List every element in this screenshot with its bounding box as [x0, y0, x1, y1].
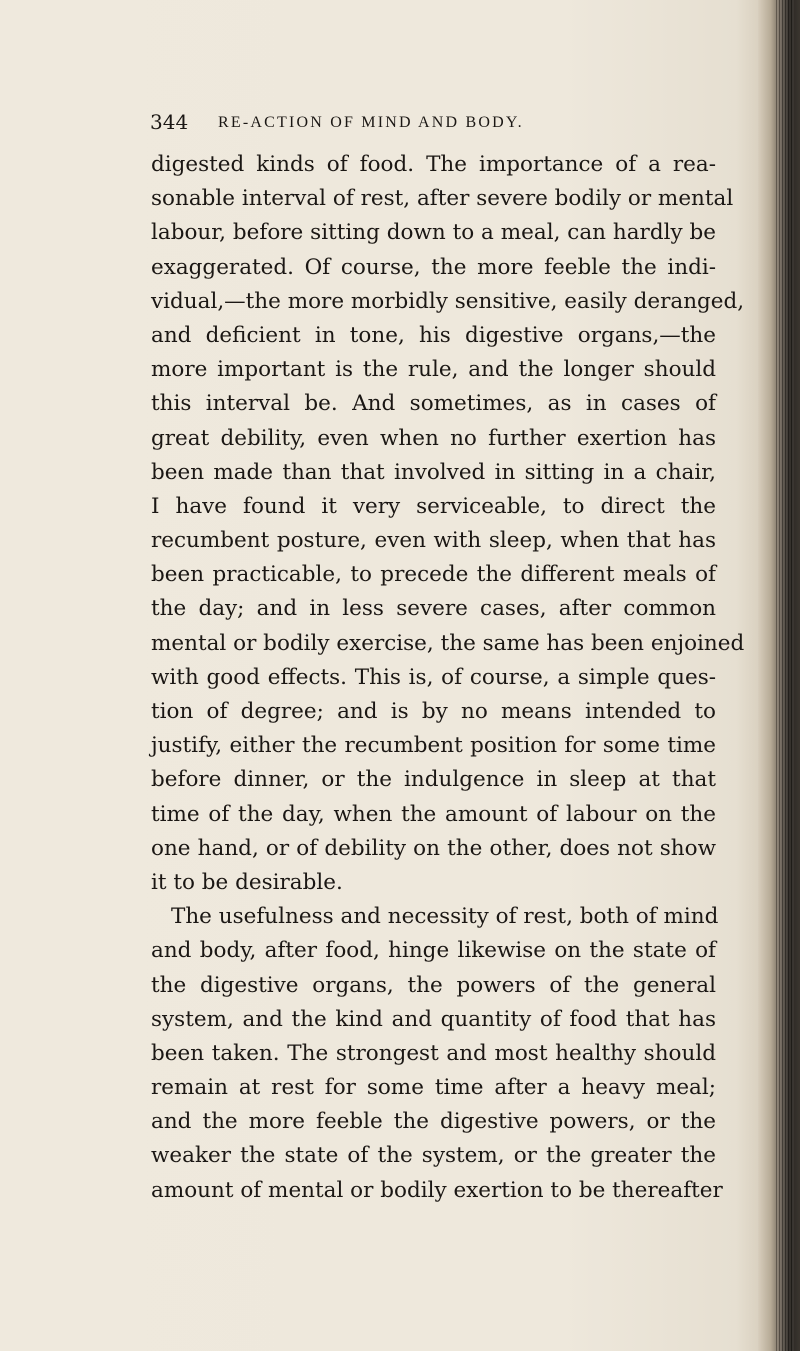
- text-line: I have found it very serviceable, to direct the: [151, 493, 716, 519]
- text-line: more important is the rule, and the longer should: [151, 357, 716, 383]
- text-line: amount of mental or bodily exertion to be thereafter: [151, 1177, 723, 1203]
- text-line: weaker the state of the system, or the greater the: [151, 1143, 716, 1169]
- text-line: recumbent posture, even with sleep, when that has: [151, 528, 716, 554]
- page-header: [150, 110, 710, 146]
- text-line: and the more feeble the digestive powers, or the: [151, 1109, 716, 1135]
- text-line: been made than that involved in sitting in a chair,: [151, 459, 716, 485]
- running-head: RE-ACTION OF MIND AND BODY.: [218, 114, 524, 131]
- text-line: been taken. The strongest and most healthy should: [151, 1040, 716, 1066]
- text-line: and body, after food, hinge likewise on the state of: [151, 938, 716, 964]
- text-line: time of the day, when the amount of labour on the: [151, 801, 716, 827]
- text-line: the digestive organs, the powers of the general: [151, 972, 716, 998]
- text-line: exaggerated. Of course, the more feeble the indi-: [151, 254, 716, 280]
- text-line: justify, either the recumbent position for some time: [151, 733, 716, 759]
- text-line: vidual,—the more morbidly sensitive, easily deranged,: [151, 288, 745, 314]
- text-line: system, and the kind and quantity of food that has: [151, 1006, 716, 1032]
- text-line: remain at rest for some time after a heavy meal;: [151, 1075, 716, 1101]
- text-line: and deficient in tone, his digestive organs,—the: [151, 322, 716, 348]
- text-line: one hand, or of debility on the other, does not show: [151, 835, 716, 861]
- text-line: mental or bodily exercise, the same has been enjoined: [151, 630, 745, 656]
- body-text: [151, 148, 745, 1208]
- text-line: sonable interval of rest, after severe bodily or mental: [151, 186, 734, 212]
- page-number: 344: [150, 110, 189, 134]
- text-line: great debility, even when no further exertion has: [151, 425, 716, 451]
- text-line: it to be desirable.: [151, 869, 343, 895]
- text-line: the day; and in less severe cases, after common: [151, 596, 716, 622]
- text-line: before dinner, or the indulgence in sleep at that: [151, 767, 716, 793]
- text-line: digested kinds of food. The importance of a rea-: [151, 152, 716, 177]
- text-line: labour, before sitting down to a meal, can hardly be: [151, 220, 716, 246]
- text-line: tion of degree; and is by no means intended to: [151, 699, 716, 724]
- text-line: The usefulness and necessity of rest, both of mind: [171, 904, 719, 930]
- text-line: been practicable, to precede the different meals of: [151, 562, 716, 588]
- page-edge-lines: [776, 0, 794, 1351]
- text-line: with good effects. This is, of course, a simple ques-: [151, 664, 716, 690]
- text-line: this interval be. And sometimes, as in cases of: [151, 391, 716, 417]
